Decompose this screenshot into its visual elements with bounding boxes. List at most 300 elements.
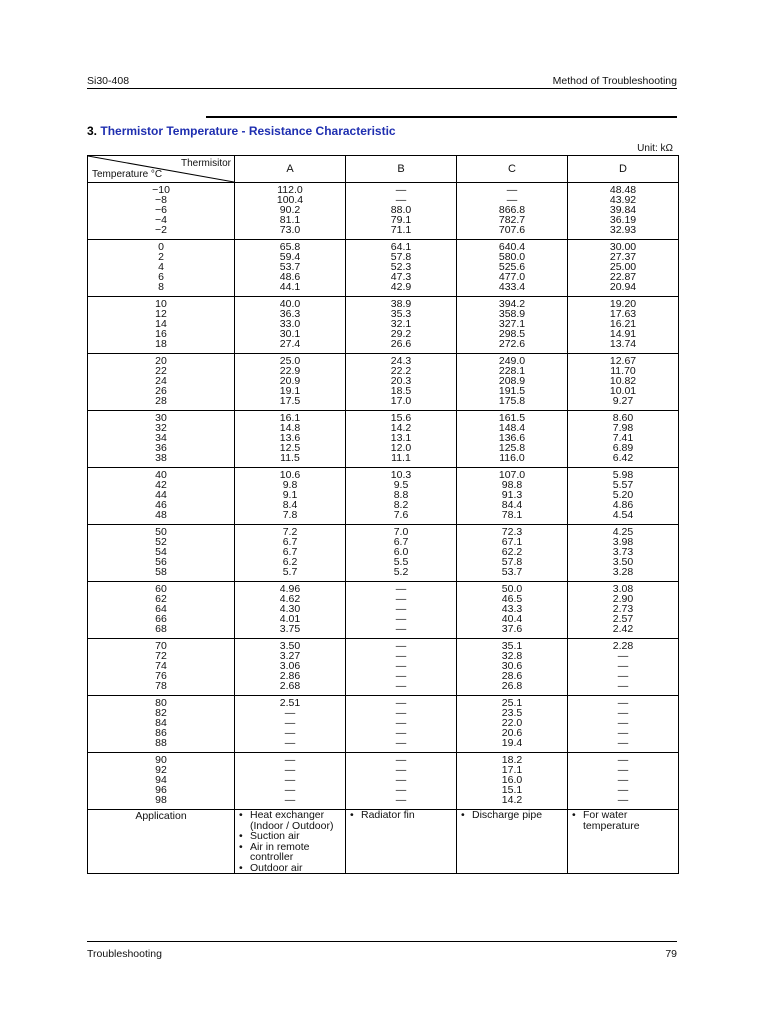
value: 35.1 — [501, 640, 523, 652]
table-row — [88, 525, 679, 582]
cell-b — [346, 639, 457, 696]
value: 42 — [155, 479, 167, 491]
value: 42.9 — [390, 281, 412, 293]
value: 17.0 — [390, 395, 412, 407]
value: 7.0 — [393, 526, 409, 538]
value: — — [617, 670, 629, 682]
value: 30.1 — [279, 328, 301, 340]
value: 298.5 — [498, 328, 526, 340]
cell-b — [346, 525, 457, 582]
value: — — [395, 717, 407, 729]
value: 37.6 — [501, 623, 523, 635]
value: — — [617, 717, 629, 729]
value: — — [284, 727, 296, 739]
value: 4.62 — [279, 593, 301, 605]
header-rule — [87, 88, 677, 89]
cell-b — [346, 240, 457, 297]
value: 327.1 — [498, 318, 526, 330]
cell-d — [568, 297, 679, 354]
value: 2.42 — [612, 623, 634, 635]
value: 11.5 — [280, 452, 300, 464]
value: — — [395, 754, 407, 766]
value: 8 — [158, 281, 164, 293]
value: 26.8 — [501, 680, 523, 692]
value: — — [506, 184, 518, 196]
application-c — [457, 810, 568, 874]
value: 36.3 — [279, 308, 301, 320]
cell-b — [346, 183, 457, 240]
value: 18.2 — [501, 754, 523, 766]
value: 91.3 — [501, 489, 523, 501]
value: 10.6 — [279, 469, 301, 481]
value: 92 — [155, 764, 167, 776]
cell-a — [235, 753, 346, 810]
cell-a — [235, 183, 346, 240]
value: 7.41 — [612, 432, 634, 444]
value: 116.0 — [499, 452, 525, 464]
value: 5.2 — [393, 566, 409, 578]
value: 18.5 — [390, 385, 412, 397]
value: 16.0 — [501, 774, 523, 786]
value: — — [395, 194, 407, 206]
section-heading — [87, 124, 396, 138]
value: 23.5 — [501, 707, 523, 719]
cell-a — [235, 696, 346, 753]
value: 782.7 — [498, 214, 526, 226]
value: 191.5 — [498, 385, 526, 397]
value: 11.1 — [391, 452, 411, 464]
cell-b — [346, 753, 457, 810]
value: 3.73 — [612, 546, 634, 558]
cell-b — [346, 468, 457, 525]
unit-label: Unit: kΩ — [637, 143, 673, 154]
value: 3.28 — [612, 566, 634, 578]
value: 4.96 — [279, 583, 301, 595]
value: 13.1 — [390, 432, 412, 444]
column-header-a: A — [235, 156, 346, 183]
value: 5.98 — [612, 469, 634, 481]
value: 24.3 — [390, 355, 412, 367]
value: 272.6 — [498, 338, 526, 350]
cell-c — [457, 183, 568, 240]
cell-temperature — [88, 639, 235, 696]
value: 7.8 — [282, 509, 298, 521]
value: 50 — [155, 526, 167, 538]
value: 3.75 — [279, 623, 301, 635]
value: — — [395, 707, 407, 719]
value: 96 — [155, 784, 167, 796]
value: 14.91 — [609, 328, 637, 340]
value: 30.6 — [501, 660, 523, 672]
value: 47.3 — [390, 271, 412, 283]
value: 8.4 — [282, 499, 298, 511]
value: 28.6 — [501, 670, 523, 682]
value: 19.20 — [609, 298, 637, 310]
value: 228.1 — [498, 365, 526, 377]
value: 148.4 — [498, 422, 526, 434]
value: 64.1 — [390, 241, 412, 253]
value: 112.0 — [277, 184, 303, 196]
value: 13.74 — [609, 338, 637, 350]
column-header-b: B — [346, 156, 457, 183]
table-row — [88, 582, 679, 639]
value: 62 — [155, 593, 167, 605]
value: 5.20 — [612, 489, 634, 501]
value: 34 — [155, 432, 167, 444]
cell-temperature — [88, 582, 235, 639]
cell-temperature — [88, 468, 235, 525]
value: — — [617, 660, 629, 672]
application-item: • Radiator fin — [350, 810, 456, 821]
value: — — [284, 707, 296, 719]
value: 90 — [155, 754, 167, 766]
value: 125.8 — [498, 442, 526, 454]
value: 16.21 — [609, 318, 637, 330]
corner-header-temperature: Temperature °C — [92, 169, 163, 180]
value: 3.50 — [279, 640, 301, 652]
value: — — [395, 697, 407, 709]
value: 44 — [155, 489, 167, 501]
value: 22.87 — [609, 271, 637, 283]
value: 50.0 — [501, 583, 523, 595]
cell-a — [235, 639, 346, 696]
value: 79.1 — [390, 214, 412, 226]
value: 88.0 — [390, 204, 412, 216]
value: 52 — [155, 536, 167, 548]
value: 8.8 — [393, 489, 409, 501]
value: 48.48 — [609, 184, 637, 196]
value: 5.57 — [612, 479, 634, 491]
table-row — [88, 240, 679, 297]
value: −2 — [155, 224, 167, 236]
table-body — [88, 183, 679, 874]
value: — — [395, 670, 407, 682]
value: 36.19 — [609, 214, 637, 226]
header-doc-code: Si30-408 — [87, 75, 130, 87]
table-row — [88, 696, 679, 753]
value: — — [395, 784, 407, 796]
cell-temperature — [88, 183, 235, 240]
value: 2 — [158, 251, 164, 263]
value: 2.51 — [279, 697, 301, 709]
value: 640.4 — [498, 241, 526, 253]
value: 10.3 — [390, 469, 412, 481]
value: 40.4 — [501, 613, 523, 625]
cell-temperature — [88, 297, 235, 354]
application-item: • Suction air — [239, 831, 345, 842]
section-rule — [206, 116, 677, 118]
value: 68 — [155, 623, 167, 635]
value: 20.6 — [501, 727, 523, 739]
value: 35.3 — [390, 308, 412, 320]
value: 5.7 — [282, 566, 298, 578]
application-item: • For water temperature — [572, 810, 678, 831]
cell-d — [568, 183, 679, 240]
value: — — [395, 794, 407, 806]
value: 2.28 — [612, 640, 634, 652]
value: 25.1 — [501, 697, 523, 709]
value: 4 — [158, 261, 164, 273]
cell-c — [457, 582, 568, 639]
cell-a — [235, 240, 346, 297]
cell-d — [568, 411, 679, 468]
value: 10.01 — [609, 385, 637, 397]
table-row — [88, 753, 679, 810]
value: 161.5 — [498, 412, 526, 424]
value: 3.27 — [279, 650, 301, 662]
table-row — [88, 354, 679, 411]
value: 249.0 — [498, 355, 526, 367]
value: — — [395, 603, 407, 615]
cell-c — [457, 411, 568, 468]
value: 4.25 — [612, 526, 634, 538]
value: 100.4 — [276, 194, 304, 206]
value: 22.9 — [279, 365, 301, 377]
value: −6 — [155, 204, 167, 216]
value: −8 — [155, 194, 167, 206]
cell-d — [568, 354, 679, 411]
cell-temperature — [88, 525, 235, 582]
value: 32.8 — [501, 650, 523, 662]
value: 80 — [155, 697, 167, 709]
value: — — [617, 784, 629, 796]
value: 22.2 — [390, 365, 412, 377]
value: 9.5 — [393, 479, 409, 491]
value: 22 — [155, 365, 167, 377]
cell-temperature — [88, 753, 235, 810]
value: 14.2 — [390, 422, 412, 434]
cell-b — [346, 696, 457, 753]
value: 27.37 — [609, 251, 637, 263]
value: 4.30 — [279, 603, 301, 615]
value: 62.2 — [501, 546, 523, 558]
value: 32.1 — [390, 318, 412, 330]
value: 38 — [155, 452, 167, 464]
value: 98 — [155, 794, 167, 806]
value: 4.86 — [612, 499, 634, 511]
value: — — [617, 774, 629, 786]
value: 17.1 — [501, 764, 523, 776]
value: — — [284, 737, 296, 749]
value: 394.2 — [498, 298, 526, 310]
value: 54 — [155, 546, 167, 558]
value: 707.6 — [498, 224, 526, 236]
value: — — [284, 784, 296, 796]
value: 29.2 — [390, 328, 412, 340]
value: 26 — [155, 385, 167, 397]
value: 208.9 — [498, 375, 526, 387]
value: 19.4 — [501, 737, 523, 749]
value: 6.7 — [282, 546, 298, 558]
value: 3.50 — [612, 556, 634, 568]
cell-b — [346, 297, 457, 354]
value: — — [506, 194, 518, 206]
value: — — [617, 754, 629, 766]
value: 25.00 — [609, 261, 637, 273]
value: 6 — [158, 271, 164, 283]
cell-a — [235, 582, 346, 639]
value: 3.06 — [279, 660, 301, 672]
cell-d — [568, 468, 679, 525]
value: 477.0 — [498, 271, 526, 283]
value: 20 — [155, 355, 167, 367]
value: 30.00 — [609, 241, 637, 253]
value: 9.1 — [282, 489, 298, 501]
cell-temperature — [88, 354, 235, 411]
value: 17.5 — [279, 395, 301, 407]
corner-header-thermistor: Thermisitor — [180, 158, 231, 169]
value: — — [284, 764, 296, 776]
section-title: Thermistor Temperature - Resistance Characteristic — [100, 124, 396, 138]
value: 433.4 — [498, 281, 526, 293]
value: 48 — [155, 509, 167, 521]
cell-b — [346, 354, 457, 411]
value: 33.0 — [279, 318, 301, 330]
section-number: 3. — [87, 124, 98, 138]
value: 12.0 — [390, 442, 412, 454]
value: 46 — [155, 499, 167, 511]
value: 90.2 — [279, 204, 301, 216]
cell-c — [457, 525, 568, 582]
value: 3.08 — [612, 583, 634, 595]
value: 53.7 — [279, 261, 301, 273]
value: 11.70 — [610, 365, 636, 377]
value: — — [617, 737, 629, 749]
value: 14.2 — [501, 794, 523, 806]
value: — — [395, 593, 407, 605]
value: 56 — [155, 556, 167, 568]
value: 84.4 — [501, 499, 523, 511]
value: 43.3 — [501, 603, 523, 615]
value: — — [617, 707, 629, 719]
value: 73.0 — [279, 224, 301, 236]
cell-c — [457, 297, 568, 354]
value: — — [395, 650, 407, 662]
cell-c — [457, 639, 568, 696]
cell-a — [235, 468, 346, 525]
value: 19.1 — [279, 385, 301, 397]
value: — — [284, 754, 296, 766]
value: −4 — [155, 214, 167, 226]
application-item: • Heat exchanger (Indoor / Outdoor) — [239, 810, 345, 831]
value: 4.01 — [279, 613, 301, 625]
value: 4.54 — [612, 509, 634, 521]
value: 7.6 — [393, 509, 409, 521]
cell-temperature — [88, 696, 235, 753]
value: 525.6 — [498, 261, 526, 273]
value: 72.3 — [501, 526, 523, 538]
value: 14 — [155, 318, 167, 330]
value: — — [617, 697, 629, 709]
value: 66 — [155, 613, 167, 625]
value: 64 — [155, 603, 167, 615]
column-header-c: C — [457, 156, 568, 183]
value: 46.5 — [501, 593, 523, 605]
value: 12.67 — [609, 355, 637, 367]
value: 60 — [155, 583, 167, 595]
footer-rule — [87, 941, 677, 942]
value: 52.3 — [390, 261, 412, 273]
value: — — [395, 613, 407, 625]
value: — — [617, 794, 629, 806]
cell-c — [457, 753, 568, 810]
column-header-d: D — [568, 156, 679, 183]
value: 7.2 — [282, 526, 298, 538]
cell-b — [346, 411, 457, 468]
value: 39.84 — [609, 204, 637, 216]
value: 6.89 — [612, 442, 634, 454]
value: 26.6 — [390, 338, 412, 350]
value: 107.0 — [498, 469, 526, 481]
value: 13.6 — [279, 432, 301, 444]
value: 358.9 — [498, 308, 526, 320]
cell-d — [568, 639, 679, 696]
value: 70 — [155, 640, 167, 652]
value: 32 — [155, 422, 167, 434]
value: 40 — [155, 469, 167, 481]
value: 78 — [155, 680, 167, 692]
value: 12 — [155, 308, 167, 320]
value: — — [617, 764, 629, 776]
value: — — [395, 764, 407, 776]
table-row — [88, 468, 679, 525]
value: 16.1 — [279, 412, 301, 424]
value: 48.6 — [279, 271, 301, 283]
value: 6.42 — [612, 452, 634, 464]
footer-chapter: Troubleshooting — [87, 948, 162, 960]
value: 9.27 — [612, 395, 634, 407]
value: 28 — [155, 395, 167, 407]
application-b — [346, 810, 457, 874]
value: 20.9 — [279, 375, 301, 387]
value: 57.8 — [501, 556, 523, 568]
value: 20.3 — [390, 375, 412, 387]
value: 8.2 — [393, 499, 409, 511]
value: 86 — [155, 727, 167, 739]
value: 2.86 — [279, 670, 301, 682]
value: 72 — [155, 650, 167, 662]
value: 15.1 — [501, 784, 523, 796]
value: 14.8 — [279, 422, 301, 434]
application-label: Application — [88, 810, 235, 874]
value: 25.0 — [279, 355, 301, 367]
cell-d — [568, 753, 679, 810]
value: — — [284, 717, 296, 729]
table-header-row — [88, 156, 679, 183]
value: 9.8 — [282, 479, 298, 491]
value: 82 — [155, 707, 167, 719]
value: 580.0 — [498, 251, 526, 263]
value: 10.82 — [609, 375, 637, 387]
value: 94 — [155, 774, 167, 786]
value: 866.8 — [498, 204, 526, 216]
table-row — [88, 183, 679, 240]
cell-a — [235, 354, 346, 411]
cell-temperature — [88, 411, 235, 468]
value: 2.73 — [612, 603, 634, 615]
value: 40.0 — [279, 298, 301, 310]
cell-temperature — [88, 240, 235, 297]
value: — — [395, 727, 407, 739]
table-row — [88, 297, 679, 354]
value: 44.1 — [279, 281, 301, 293]
table-row — [88, 639, 679, 696]
value: 43.92 — [609, 194, 637, 206]
value: 7.98 — [612, 422, 634, 434]
cell-a — [235, 297, 346, 354]
value: 5.5 — [393, 556, 409, 568]
value: 10 — [155, 298, 167, 310]
